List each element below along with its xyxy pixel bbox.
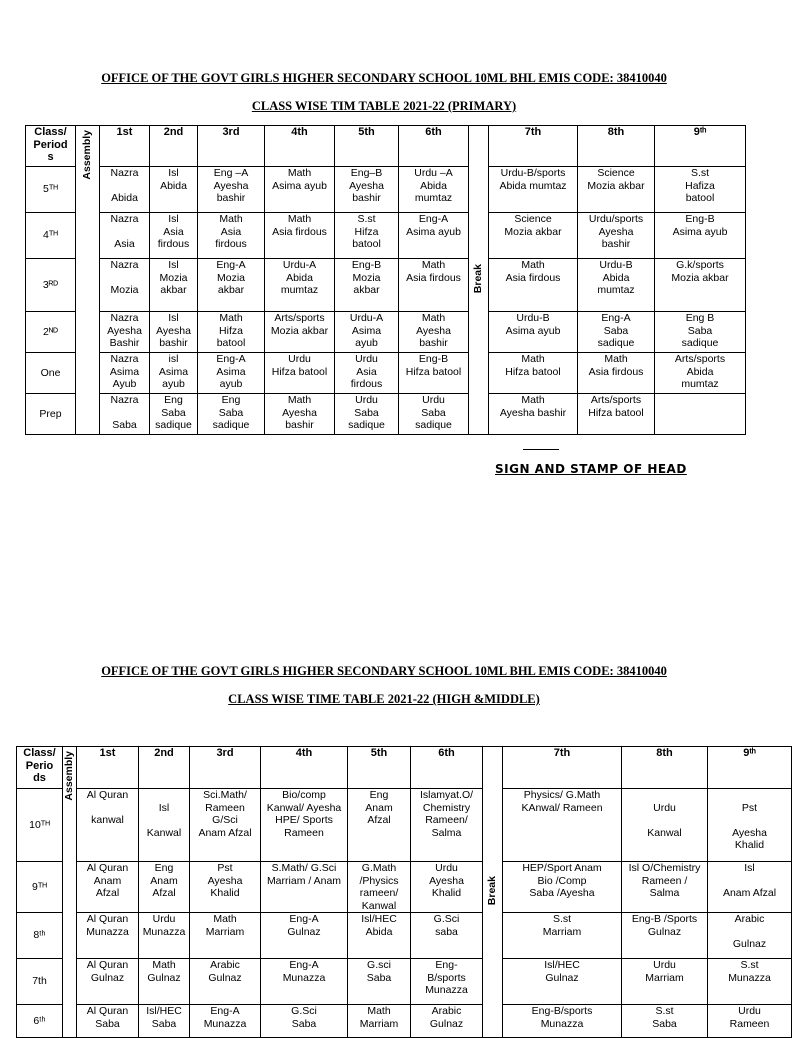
- period-header-2: 2nd: [150, 126, 198, 167]
- period-header-1: 1st: [100, 126, 150, 167]
- high-middle-timetable: [16, 746, 792, 1038]
- period-cell: Eng-A Munazza: [190, 1005, 261, 1038]
- period-cell: Nazra Asima Ayub: [100, 353, 150, 394]
- period-cell: Math Ayesha bashir: [489, 394, 578, 435]
- period-cell: Isl O/Chemistry Rameen / Salma: [622, 862, 708, 913]
- period-cell: Eng-A Asima ayub: [399, 213, 469, 259]
- period-cell: Arts/sports Hifza batool: [578, 394, 655, 435]
- period-cell: Isl/HEC Abida: [348, 913, 411, 959]
- table-row: [26, 167, 746, 213]
- period-cell: Al Quran Munazza: [77, 913, 139, 959]
- period-cell: isl Asima ayub: [150, 353, 198, 394]
- class-label: 7th: [17, 959, 63, 1005]
- period-cell: Urdu-B Asima ayub: [489, 312, 578, 353]
- class-label: 3ᴿᴰ: [26, 259, 76, 312]
- class-label: 4ᵀᴴ: [26, 213, 76, 259]
- period-cell: Eng–B Ayesha bashir: [335, 167, 399, 213]
- timetable-title-primary: CLASS WISE TIM TABLE 2021-22 (PRIMARY): [251, 99, 517, 113]
- period-cell: Eng- B/sports Munazza: [411, 959, 483, 1005]
- period-cell: Nazra Ayesha Bashir: [100, 312, 150, 353]
- break-label: Break: [472, 263, 485, 293]
- period-header-4: 4th: [265, 126, 335, 167]
- period-cell: Physics/ G.Math KAnwal/ Rameen: [503, 789, 622, 862]
- office-title-primary: OFFICE OF THE GOVT GIRLS HIGHER SECONDARY SCHOOL 10ML BHL EMIS CODE: 38410040: [101, 71, 667, 85]
- period-cell: Science Mozia akbar: [578, 167, 655, 213]
- period-cell: S.st Hafiza batool: [655, 167, 746, 213]
- period-cell: Isl/HEC Saba: [139, 1005, 190, 1038]
- class-label: Prep: [26, 394, 76, 435]
- table-row: [26, 213, 746, 259]
- period-cell: Arabic Gulnaz: [708, 913, 792, 959]
- period-cell: Isl/HEC Gulnaz: [503, 959, 622, 1005]
- period-cell: Eng-A Asima ayub: [198, 353, 265, 394]
- break-column: [483, 747, 503, 1038]
- period-cell: Eng-B Mozia akbar: [335, 259, 399, 312]
- table-row: [26, 259, 746, 312]
- timetable-title-high: CLASS WISE TIME TABLE 2021-22 (HIGH &MIDDLE): [228, 692, 540, 706]
- table-row: [17, 913, 792, 959]
- period-cell: G.k/sports Mozia akbar: [655, 259, 746, 312]
- period-cell: Math Hifza batool: [198, 312, 265, 353]
- period-cell: Math Ayesha bashir: [399, 312, 469, 353]
- period-cell: Urdu Marriam: [622, 959, 708, 1005]
- period-cell: Sci.Math/ Rameen G/Sci Anam Afzal: [190, 789, 261, 862]
- period-cell: S.st Munazza: [708, 959, 792, 1005]
- period-cell: Eng-B/sports Munazza: [503, 1005, 622, 1038]
- period-cell: Math Asia firdous: [489, 259, 578, 312]
- table-row: [17, 959, 792, 1005]
- signature-line: [523, 449, 559, 450]
- period-cell: S.st Marriam: [503, 913, 622, 959]
- period-cell: Eng-B Asima ayub: [655, 213, 746, 259]
- class-label: One: [26, 353, 76, 394]
- class-period-header: Class/ Period s: [26, 126, 76, 167]
- period-cell: Math Asima ayub: [265, 167, 335, 213]
- period-cell: Urdu-B Abida mumtaz: [578, 259, 655, 312]
- period-cell: Eng Anam Afzal: [139, 862, 190, 913]
- period-header-4: 4th: [261, 747, 348, 789]
- period-cell: Pst Ayesha Khalid: [190, 862, 261, 913]
- period-header-1: 1st: [77, 747, 139, 789]
- period-cell: Urdu –A Abida mumtaz: [399, 167, 469, 213]
- table-row: [26, 394, 746, 435]
- period-cell: Al Quran Saba: [77, 1005, 139, 1038]
- period-header-5: 5th: [348, 747, 411, 789]
- period-cell: Math Marriam: [190, 913, 261, 959]
- period-header-9: 9ᵗʰ: [655, 126, 746, 167]
- period-cell: Science Mozia akbar: [489, 213, 578, 259]
- period-header-3: 3rd: [198, 126, 265, 167]
- period-cell: Al Quran kanwal: [77, 789, 139, 862]
- period-header-8: 8th: [578, 126, 655, 167]
- period-cell: Eng –A Ayesha bashir: [198, 167, 265, 213]
- period-cell: Al Quran Gulnaz: [77, 959, 139, 1005]
- period-header-8: 8th: [622, 747, 708, 789]
- period-header-2: 2nd: [139, 747, 190, 789]
- office-title-high: OFFICE OF THE GOVT GIRLS HIGHER SECONDARY SCHOOL 10ML BHL EMIS CODE: 38410040: [101, 664, 667, 678]
- period-cell: Eng-A Munazza: [261, 959, 348, 1005]
- table-row: [26, 312, 746, 353]
- period-cell: Eng Saba sadique: [198, 394, 265, 435]
- period-cell: G.Math /Physics rameen/ Kanwal: [348, 862, 411, 913]
- period-cell: Urdu-A Abida mumtaz: [265, 259, 335, 312]
- period-cell: Math Marriam: [348, 1005, 411, 1038]
- period-cell: Nazra Mozia: [100, 259, 150, 312]
- period-cell: Arts/sports Abida mumtaz: [655, 353, 746, 394]
- period-cell: Isl Anam Afzal: [708, 862, 792, 913]
- class-period-header: Class/ Perio ds: [17, 747, 63, 789]
- assembly-column: [63, 747, 77, 1038]
- class-label: 9ᵀᴴ: [17, 862, 63, 913]
- assembly-column: [76, 126, 100, 435]
- class-label: 8ᵗʰ: [17, 913, 63, 959]
- table-row: [26, 353, 746, 394]
- period-cell: S.st Saba: [622, 1005, 708, 1038]
- period-cell: [655, 394, 746, 435]
- assembly-label: Assembly: [81, 130, 94, 180]
- period-cell: Pst Ayesha Khalid: [708, 789, 792, 862]
- period-cell: Isl Abida: [150, 167, 198, 213]
- period-header-3: 3rd: [190, 747, 261, 789]
- period-header-6: 6th: [411, 747, 483, 789]
- period-cell: Urdu Saba sadique: [399, 394, 469, 435]
- period-cell: Urdu Rameen: [708, 1005, 792, 1038]
- period-cell: Math Gulnaz: [139, 959, 190, 1005]
- period-cell: Eng-B Hifza batool: [399, 353, 469, 394]
- period-cell: G.Sci saba: [411, 913, 483, 959]
- table-row: [17, 862, 792, 913]
- period-cell: G.sci Saba: [348, 959, 411, 1005]
- period-cell: Eng-B /Sports Gulnaz: [622, 913, 708, 959]
- period-cell: HEP/Sport Anam Bio /Comp Saba /Ayesha: [503, 862, 622, 913]
- period-cell: Nazra Saba: [100, 394, 150, 435]
- period-cell: Urdu-B/sports Abida mumtaz: [489, 167, 578, 213]
- period-cell: Isl Mozia akbar: [150, 259, 198, 312]
- period-header-7: 7th: [503, 747, 622, 789]
- period-cell: G.Sci Saba: [261, 1005, 348, 1038]
- period-cell: Urdu Hifza batool: [265, 353, 335, 394]
- period-cell: Math Asia firdous: [399, 259, 469, 312]
- header-row: [26, 126, 746, 167]
- period-cell: Isl Kanwal: [139, 789, 190, 862]
- period-cell: Urdu/sports Ayesha bashir: [578, 213, 655, 259]
- header-row: [17, 747, 792, 789]
- period-cell: Arabic Gulnaz: [411, 1005, 483, 1038]
- period-cell: Urdu Munazza: [139, 913, 190, 959]
- period-cell: Math Ayesha bashir: [265, 394, 335, 435]
- period-cell: Bio/comp Kanwal/ Ayesha HPE/ Sports Rameen: [261, 789, 348, 862]
- period-cell: Nazra Abida: [100, 167, 150, 213]
- period-cell: Math Asia firdous: [265, 213, 335, 259]
- period-cell: Isl Asia firdous: [150, 213, 198, 259]
- period-cell: Nazra Asia: [100, 213, 150, 259]
- period-cell: Arts/sports Mozia akbar: [265, 312, 335, 353]
- period-cell: Urdu Asia firdous: [335, 353, 399, 394]
- period-cell: Urdu Kanwal: [622, 789, 708, 862]
- class-label: 5ᵀᴴ: [26, 167, 76, 213]
- period-cell: Al Quran Anam Afzal: [77, 862, 139, 913]
- break-column: [469, 126, 489, 435]
- period-cell: Isl Ayesha bashir: [150, 312, 198, 353]
- period-cell: Math Hifza batool: [489, 353, 578, 394]
- period-cell: Eng-A Saba sadique: [578, 312, 655, 353]
- period-cell: Urdu-A Asima ayub: [335, 312, 399, 353]
- primary-timetable: [25, 125, 746, 435]
- period-cell: Eng-A Gulnaz: [261, 913, 348, 959]
- period-header-5: 5th: [335, 126, 399, 167]
- class-label: 2ᴺᴰ: [26, 312, 76, 353]
- period-cell: S.Math/ G.Sci Marriam / Anam: [261, 862, 348, 913]
- period-cell: Islamyat.O/ Chemistry Rameen/ Salma: [411, 789, 483, 862]
- break-label: Break: [486, 875, 499, 905]
- table-row: [17, 789, 792, 862]
- sign-and-stamp-label: SIGN AND STAMP OF HEAD: [495, 462, 687, 476]
- period-cell: Math Asia firdous: [198, 213, 265, 259]
- period-cell: Eng-A Mozia akbar: [198, 259, 265, 312]
- period-cell: S.st Hifza batool: [335, 213, 399, 259]
- assembly-label: Assembly: [63, 751, 76, 801]
- period-cell: Eng B Saba sadique: [655, 312, 746, 353]
- class-label: 10ᵀᴴ: [17, 789, 63, 862]
- table-row: [17, 1005, 792, 1038]
- period-cell: Eng Anam Afzal: [348, 789, 411, 862]
- period-cell: Arabic Gulnaz: [190, 959, 261, 1005]
- period-cell: Math Asia firdous: [578, 353, 655, 394]
- period-header-7: 7th: [489, 126, 578, 167]
- period-cell: Eng Saba sadique: [150, 394, 198, 435]
- period-cell: Urdu Ayesha Khalid: [411, 862, 483, 913]
- period-cell: Urdu Saba sadique: [335, 394, 399, 435]
- class-label: 6ᵗʰ: [17, 1005, 63, 1038]
- period-header-6: 6th: [399, 126, 469, 167]
- period-header-9: 9ᵗʰ: [708, 747, 792, 789]
